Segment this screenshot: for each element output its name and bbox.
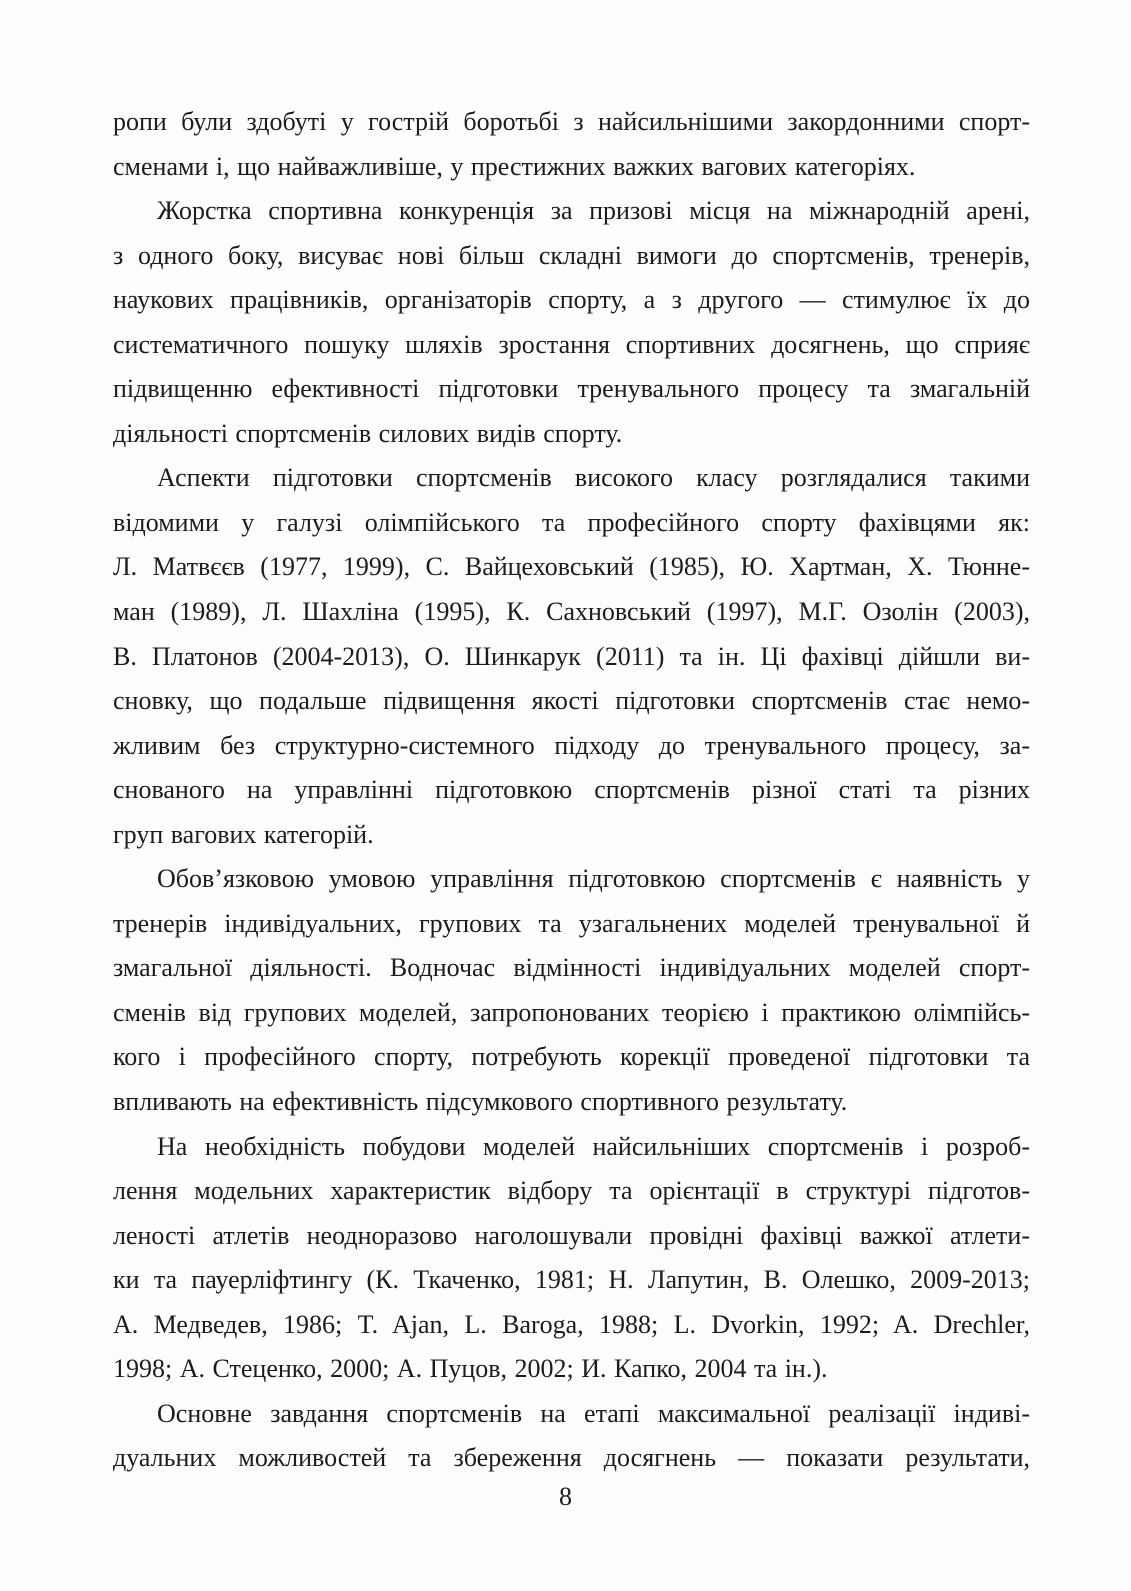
text-line: груп вагових категорій.: [113, 819, 374, 849]
text-line: наукових працівників, організаторів спорту, а з другого — стимулює їх до: [113, 285, 1030, 315]
text-line: впливають на ефективність підсумкового спортивного результату.: [113, 1087, 848, 1117]
text-line: систематичного пошуку шляхів зростання спортивних досягнень, що сприяє: [113, 329, 1030, 359]
text-line: Основне завдання спортсменів на етапі максимальної реалізації індиві-: [157, 1398, 1030, 1428]
text-line: ман (1989), Л. Шахліна (1995), К. Сахновський (1997), М.Г. Озолін (2003),: [113, 597, 1030, 627]
text-line: підвищенню ефективності підготовки тренувального процесу та змагальній: [113, 374, 1030, 404]
text-line: А. Медведев, 1986; T. Ajan, L. Baroga, 1988; L. Dvorkin, 1992; A. Drechler,: [113, 1309, 1030, 1339]
text-line: снованого на управлінні підготовкою спортсменів різної статі та різних: [113, 775, 1030, 805]
text-line: Аспекти підготовки спортсменів високого класу розглядалися такими: [157, 463, 1030, 493]
text-line: сменів від групових моделей, запропонованих теорією і практикою олімпійсь-: [113, 997, 1030, 1027]
paragraph: [113, 189, 1030, 456]
text-line: лення модельних характеристик відбору та орієнтації в структурі підготов-: [113, 1176, 1030, 1206]
text-line: змагальної діяльності. Водночас відмінності індивідуальних моделей спорт-: [113, 953, 1030, 983]
text-line: сновку, що подальше підвищення якості підготовки спортсменів стає немо-: [113, 686, 1030, 716]
text-line: тренерів індивідуальних, групових та узагальнених моделей тренувальної й: [113, 908, 1030, 938]
paragraph: [113, 100, 1030, 189]
text-line: Обов’язковою умовою управління підготовкою спортсменів є наявність у: [157, 864, 1030, 894]
text-line: дуальних можливостей та збереження досягнень — показати результати,: [113, 1443, 1030, 1473]
paragraph: [113, 456, 1030, 857]
text-line: сменами і, що найважливіше, у престижних важких вагових категоріях.: [113, 151, 916, 181]
text-line: Жорстка спортивна конкуренція за призові місця на міжнародній арені,: [157, 196, 1030, 226]
text-line: жливим без структурно-системного підходу до тренувального процесу, за-: [113, 730, 1030, 760]
text-line: В. Платонов (2004-2013), О. Шинкарук (2011) та ін. Ці фахівці дійшли ви-: [113, 641, 1030, 671]
text-line: ки та пауерліфтингу (К. Ткаченко, 1981; Н. Лапутин, В. Олешко, 2009-2013;: [113, 1265, 1030, 1295]
text-line: леності атлетів неодноразово наголошували провідні фахівці важкої атлети-: [113, 1220, 1030, 1250]
text-line: Л. Матвєєв (1977, 1999), С. Вайцеховський (1985), Ю. Хартман, Х. Тюнне-: [113, 552, 1030, 582]
text-line: з одного боку, висуває нові більш складні вимоги до спортсменів, тренерів,: [113, 240, 1030, 270]
text-line: діяльності спортсменів силових видів спорту.: [113, 418, 623, 448]
text-line: 1998; А. Стеценко, 2000; А. Пуцов, 2002; И. Капко, 2004 та ін.).: [113, 1354, 828, 1384]
paragraph: [113, 1125, 1030, 1392]
text-line: відомими у галузі олімпійського та професійного спорту фахівцями як:: [113, 507, 1030, 537]
text-line: кого і професійного спорту, потребують корекції проведеної підготовки та: [113, 1042, 1030, 1072]
text-line: На необхідність побудови моделей найсильніших спортсменів і розроб-: [157, 1131, 1030, 1161]
text-block: [113, 100, 1030, 1481]
paragraph: [113, 1392, 1030, 1481]
paragraph: [113, 857, 1030, 1124]
text-line: ропи були здобуті у гострій боротьбі з найсильнішими закордонними спорт-: [113, 107, 1030, 136]
page-number: 8: [559, 1482, 572, 1511]
